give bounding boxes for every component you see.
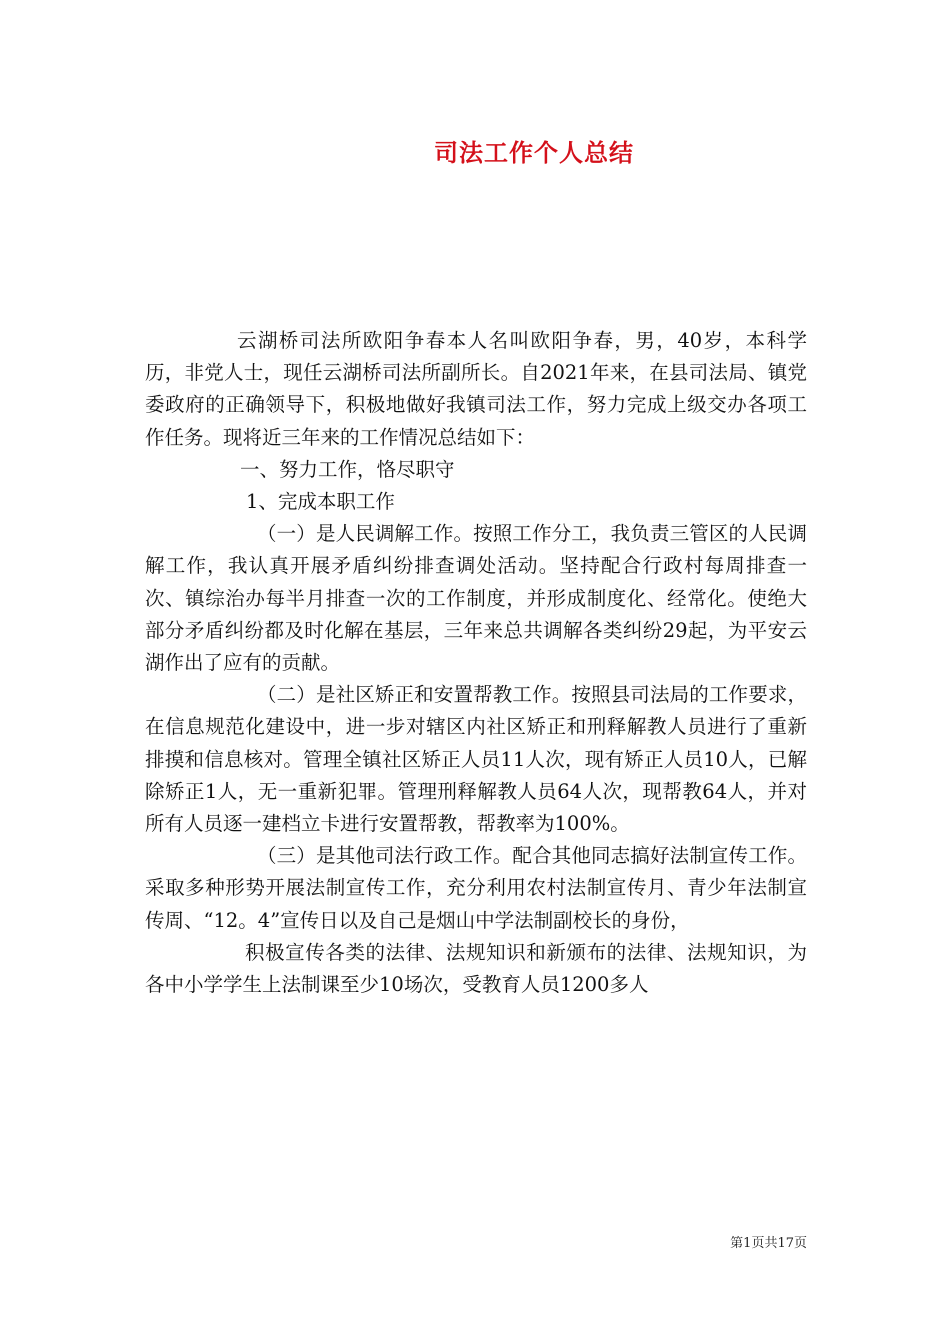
section-heading-1: 一、努力工作，恪尽职守 [240, 457, 455, 481]
paragraph-intro: 云湖桥司法所欧阳争春本人名叫欧阳争春，男，40岁，本科学历，非党人士，现任云湖桥司法所副所长。自2021年来，在县司法局、镇党委政府的正确领导下，积极地做好我镇司法工作，努力完成上级交办各项工作任务。现将近三年来的工作情况总结如下： [145, 329, 807, 449]
document-body [145, 325, 807, 1001]
paragraph-mediation: （一）是人民调解工作。按照工作分工，我负责三管区的人民调解工作，我认真开展矛盾纠纷排查调处活动。坚持配合行政村每周排查一次、镇综治办每半月排查一次的工作制度，并形成制度化、经常化。使绝大部分矛盾纠纷都及时化解在基层，三年来总共调解各类纠纷29起，为平安云湖作出了应有的贡献。 [145, 522, 807, 675]
paragraph-admin-work: （三）是其他司法行政工作。配合其他同志搞好法制宣传工作。采取多种形势开展法制宣传工作，充分利用农村法制宣传月、青少年法制宣传周、“12。4”宣传日以及自己是烟山中学法制副校长的身份， [145, 844, 807, 932]
paragraph-correction: （二）是社区矫正和安置帮教工作。按照县司法局的工作要求，在信息规范化建设中，进一步对辖区内社区矫正和刑释解教人员进行了重新排摸和信息核对。管理全镇社区矫正人员11人次，现有矫正人员10人，已解除矫正1人，无一重新犯罪。管理刑释解教人员64人次，现帮教64人，并对所有人员逐一建档立卡进行安置帮教，帮教率为100%。 [145, 683, 807, 836]
subsection-heading-1: 1、完成本职工作 [246, 490, 395, 514]
paragraph-legal-education: 积极宣传各类的法律、法规知识和新颁布的法律、法规知识，为各中小学学生上法制课至少10场次，受教育人员1200多人 [145, 940, 807, 997]
page-number: 第1页共17页 [730, 1236, 807, 1251]
document-title: 司法工作个人总结 [434, 138, 634, 167]
